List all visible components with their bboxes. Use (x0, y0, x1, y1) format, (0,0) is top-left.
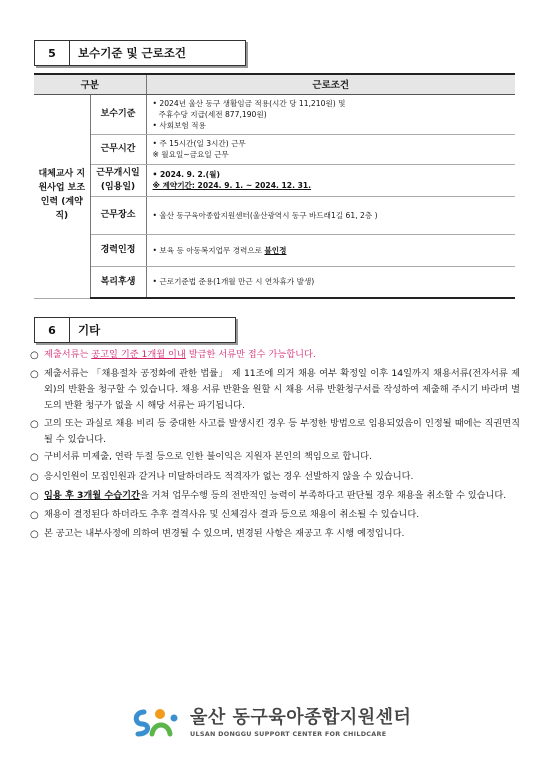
section-6-header (34, 317, 236, 343)
bullet: ○ (30, 471, 39, 483)
center-name-en: ULSAN DONGGU SUPPORT CENTER FOR CHILDCARE (190, 730, 387, 738)
list-item (30, 449, 520, 466)
note-part: 을 거쳐 업무수행 등의 전반적인 능력이 부족하다고 판단될 경우 채용을 취소할 수 있습니다. (139, 489, 507, 501)
header-conditions: 근로조건 (146, 74, 515, 94)
row-description (146, 134, 515, 164)
list-item (30, 469, 520, 486)
row-item-label: 경력인정 (90, 234, 146, 266)
bullet: ○ (30, 490, 39, 502)
section-title: 기타 (70, 317, 236, 343)
bullet: ○ (30, 452, 39, 464)
table-header-row (34, 74, 515, 94)
note-emphasis: 임용 후 3개월 수습기간 (44, 489, 140, 501)
desc-emphasis: 불인정 (264, 245, 287, 255)
bullet: ○ (30, 369, 39, 381)
category-label: 대체교사 지원사업 보조인력 (계약직) (38, 169, 86, 221)
list-item (30, 488, 520, 505)
note-text (44, 347, 520, 364)
row-description (146, 196, 515, 234)
bullet: ○ (30, 509, 39, 521)
section-title: 보수기준 및 근로조건 (70, 40, 246, 66)
desc-line: • 사회보험 적용 (152, 120, 206, 130)
row-item-label: 근무개시일 (임용일) (90, 164, 146, 196)
desc-line: • 보육 등 아동복지업무 경력으로 (152, 245, 265, 255)
center-name-ko: 울산 동구육아종합지원센터 (190, 707, 412, 728)
note-text: 구비서류 미제출, 연락 두절 등으로 인한 불이익은 지원자 본인의 책임으로 합니다. (44, 451, 372, 463)
list-item (30, 526, 520, 543)
section-number: 6 (34, 317, 70, 343)
desc-line: • 울산 동구육아종합지원센터(울산광역시 동구 바드래1길 61, 2층 ) (152, 210, 378, 220)
list-item (30, 347, 520, 364)
note-text: 채용이 결정된다 하더라도 추후 결격사유 및 신체검사 결과 등으로 채용이 취소될 수 있습니다. (44, 508, 420, 520)
section-number: 5 (34, 40, 70, 66)
desc-line: • 2024. 9. 2.(월) (152, 170, 220, 179)
row-description (146, 164, 515, 196)
table-row (34, 196, 515, 234)
footer-logo (130, 703, 411, 738)
bullet: ○ (30, 529, 39, 541)
list-item (30, 416, 520, 448)
header-category: 구분 (34, 74, 146, 94)
list-item (30, 507, 520, 524)
note-text: 고의 또는 과실로 채용 비리 등 중대한 사고를 발생시킨 경우 등 부정한 방법으로 임용되었음이 인정될 때에는 직권면직 될 수 있습니다. (44, 417, 520, 445)
bullet: ○ (30, 350, 39, 361)
desc-line: • 2024년 울산 동구 생활임금 적용(시간 당 11,210원) 및 (152, 98, 346, 108)
desc-line: • 근로기준법 준용(1개월 만근 시 연차휴가 발생) (152, 277, 315, 287)
row-description (146, 266, 515, 298)
bullet: ○ (30, 418, 39, 430)
row-item-label: 근무시간 (90, 134, 146, 164)
row-description (146, 234, 515, 266)
logo-text (190, 703, 411, 738)
section-5-header (34, 40, 246, 66)
conditions-table (34, 73, 515, 299)
desc-line: 주휴수당 지급(세전 877,190원) (158, 109, 267, 119)
desc-line: ※ 계약기간: 2024. 9. 1. ~ 2024. 12. 31. (152, 181, 312, 190)
table-row (34, 134, 515, 164)
note-text: 본 공고는 내부사정에 의하여 변경될 수 있으며, 변경된 사항은 재공고 후 시행 예정입니다. (44, 528, 405, 540)
desc-line: • 주 15시간(일 3시간) 근무 (152, 139, 246, 148)
table-row (34, 266, 515, 298)
category-cell (34, 94, 90, 298)
center-logo-icon (130, 704, 184, 738)
table-row (34, 164, 515, 196)
note-emphasis: 공고일 기준 1개월 이내 (91, 349, 186, 360)
table-row (34, 94, 515, 134)
row-item-label: 근무장소 (90, 196, 146, 234)
table-row (34, 234, 515, 266)
list-item (30, 366, 520, 413)
notes-list (30, 347, 520, 545)
row-description (146, 94, 515, 134)
note-part: 제출서류는 (44, 349, 92, 360)
note-text: 제출서류는 「채용절차 공정화에 관한 법률」 제 11조에 의거 채용 여부 확정일 이후 14일까지 채용서류(전자서류 제외)의 반환을 청구할 수 있습니다. 채용 서류 반환을 원할 시 채용 서류 반환청구서를 작성하여 제출해 주시기 바라며 별도의 반환 청구가 없을 시 해당 서류는 파기됩니다. (44, 368, 520, 411)
desc-line: ※ 월요일~금요일 근무 (152, 150, 229, 159)
note-part: 발급한 서류만 접수 가능합니다. (185, 349, 316, 360)
row-item-label: 복리후생 (90, 266, 146, 298)
note-text: 응시인원이 모집인원과 같거나 미달하더라도 적격자가 없는 경우 선발하지 않을 수 있습니다. (44, 470, 414, 482)
row-item-label: 보수기준 (90, 94, 146, 134)
note-text (44, 488, 520, 505)
